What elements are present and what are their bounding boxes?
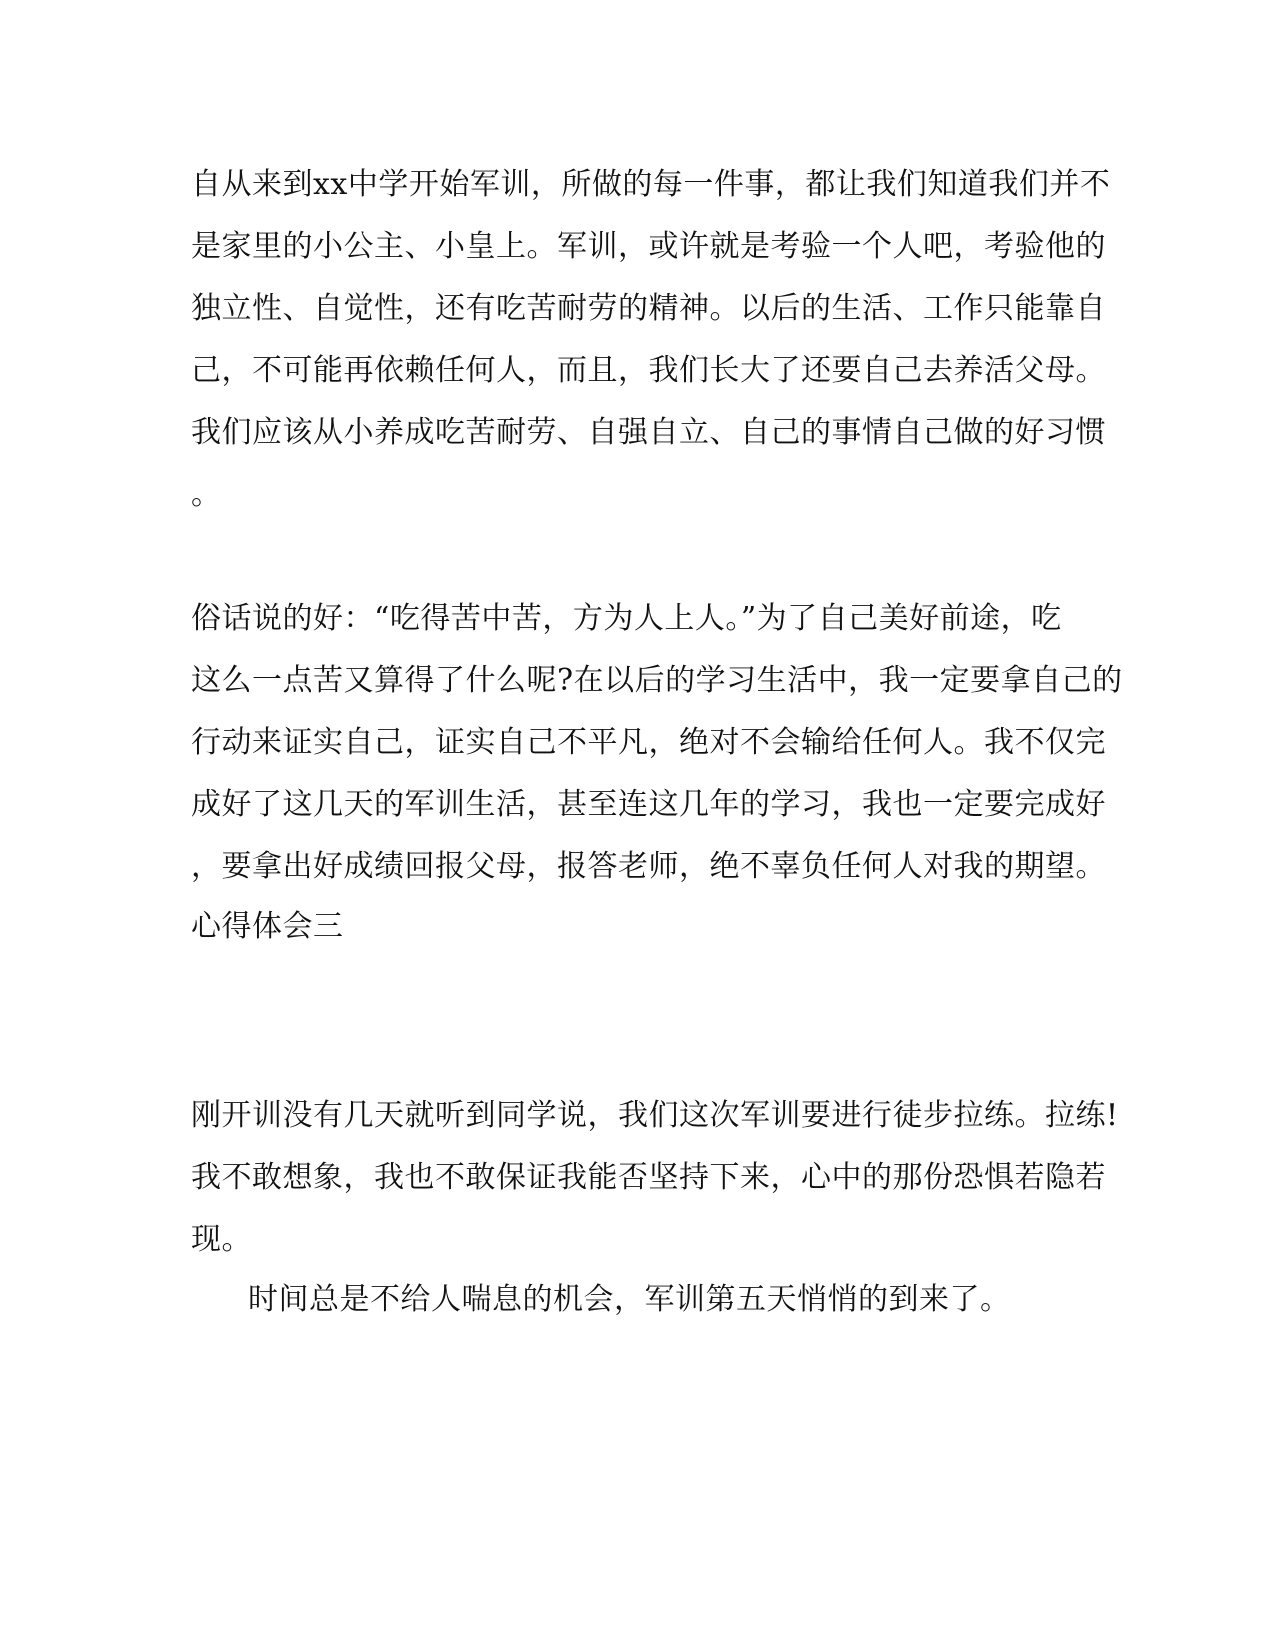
paragraph-2-line-3: 行动来证实自己，证实自己不平凡，绝对不会输给任何人。我不仅完 — [191, 725, 1106, 760]
paragraph-4-line-1: 时间总是不给人喘息的机会，军训第五天悄悄的到来了。 — [248, 1282, 1011, 1317]
paragraph-1-line-3: 独立性、自觉性，还有吃苦耐劳的精神。以后的生活、工作只能靠自 — [191, 291, 1106, 326]
section-title: 心得体会三 — [191, 909, 344, 944]
paragraph-2-line-5: ，要拿出好成绩回报父母，报答老师，绝不辜负任何人对我的期望。 — [191, 849, 1106, 884]
paragraph-1-line-2: 是家里的小公主、小皇上。军训，或许就是考验一个人吧，考验他的 — [191, 229, 1106, 264]
paragraph-1-line-1: 自从来到xx中学开始军训，所做的每一件事，都让我们知道我们并不 — [191, 167, 1111, 202]
paragraph-1-line-6: 。 — [191, 477, 222, 512]
paragraph-2-line-2: 这么一点苦又算得了什么呢?在以后的学习生活中，我一定要拿自己的 — [191, 663, 1123, 698]
paragraph-3-line-3: 现。 — [191, 1222, 252, 1257]
paragraph-2-line-1: 俗话说的好：“吃得苦中苦，方为人上人。”为了自己美好前途，吃 — [191, 601, 1062, 636]
paragraph-1-line-4: 己，不可能再依赖任何人，而且，我们长大了还要自己去养活父母。 — [191, 353, 1106, 388]
paragraph-1-line-5: 我们应该从小养成吃苦耐劳、自强自立、自己的事情自己做的好习惯 — [191, 415, 1106, 450]
paragraph-2-line-4: 成好了这几天的军训生活，甚至连这几年的学习，我也一定要完成好 — [191, 787, 1106, 822]
paragraph-3-line-1: 刚开训没有几天就听到同学说，我们这次军训要进行徒步拉练。拉练! — [191, 1098, 1119, 1133]
paragraph-3-line-2: 我不敢想象，我也不敢保证我能否坚持下来，心中的那份恐惧若隐若 — [191, 1160, 1106, 1195]
